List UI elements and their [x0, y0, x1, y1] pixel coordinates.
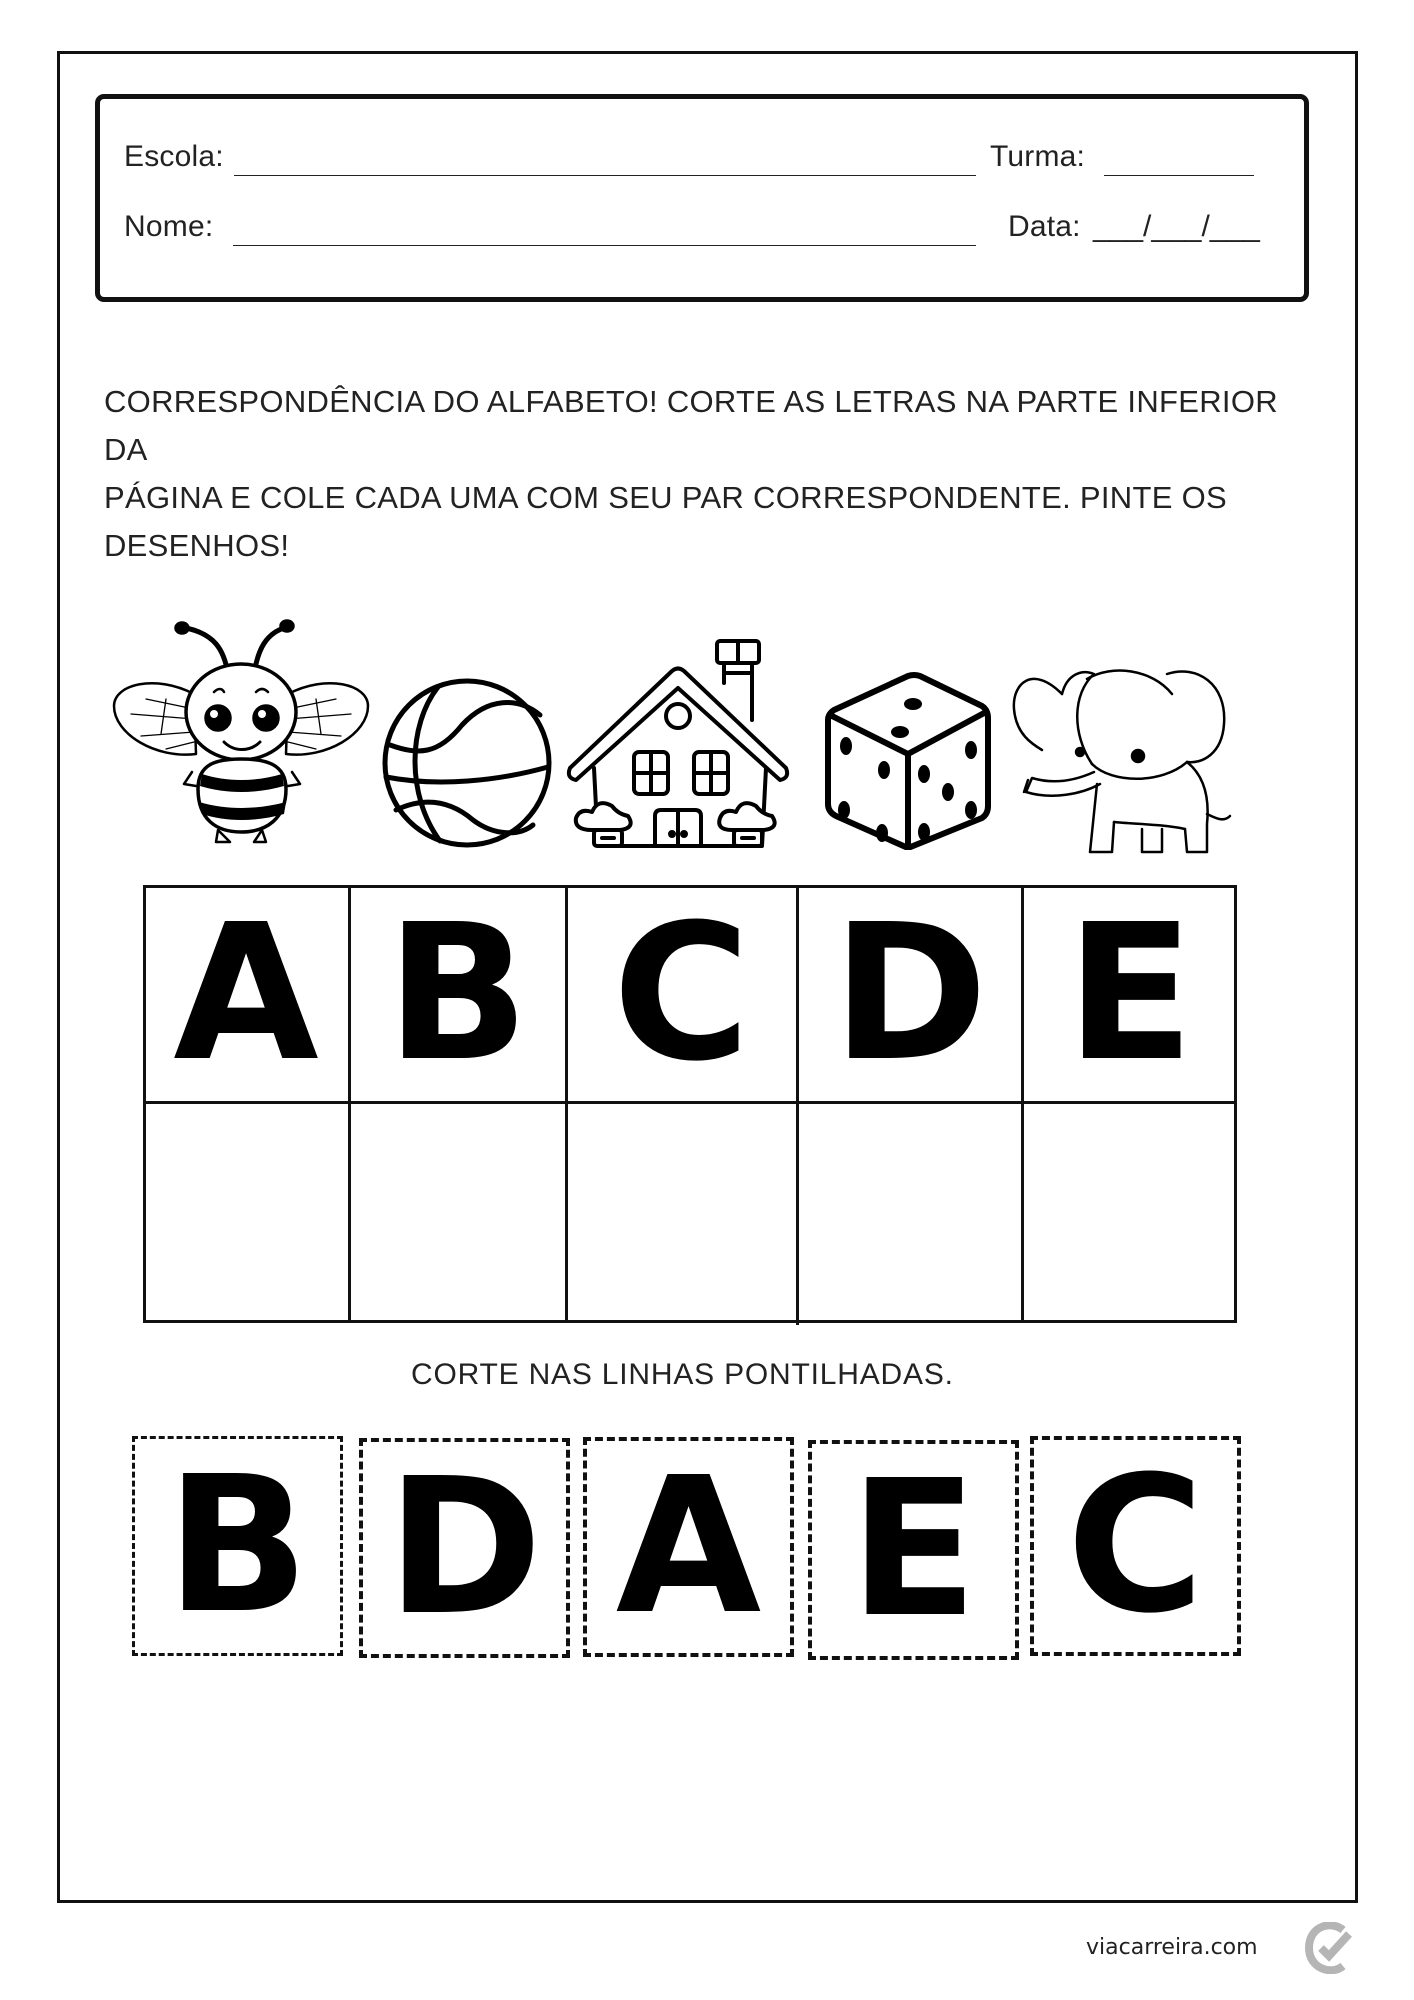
cutout-letter: A	[615, 1437, 762, 1656]
cutout-card[interactable]	[132, 1436, 343, 1656]
paste-cell-d[interactable]	[797, 1103, 1023, 1323]
grid-letter-cell-d	[797, 885, 1023, 1103]
paste-cell-c[interactable]	[566, 1103, 797, 1323]
school-field[interactable]	[234, 175, 976, 176]
cutout-card[interactable]	[808, 1440, 1019, 1660]
house-icon	[562, 638, 794, 850]
school-label: Escola:	[124, 140, 224, 173]
paste-cell-e[interactable]	[1023, 1103, 1237, 1323]
elephant-icon	[1002, 654, 1238, 862]
grid-letter-cell-e	[1023, 885, 1237, 1103]
class-field[interactable]	[1104, 175, 1254, 176]
viacarreira-check-logo-icon	[1303, 1922, 1355, 1974]
cutout-card[interactable]	[583, 1437, 794, 1657]
basketball-icon	[378, 675, 556, 851]
cutout-letter: B	[165, 1436, 310, 1655]
grid-letter-cell-a	[143, 885, 349, 1103]
grid-letter: E	[1065, 884, 1195, 1103]
class-label: Turma:	[990, 140, 1086, 173]
student-info-box	[95, 94, 1309, 302]
grid-letter: B	[385, 884, 530, 1103]
instructions-line-2: PÁGINA E COLE CADA UMA COM SEU PAR CORRESPONDENTE. PINTE OS	[104, 480, 1228, 515]
bee-icon	[106, 614, 378, 850]
grid-letter: D	[831, 884, 989, 1103]
cutout-card[interactable]	[1030, 1436, 1241, 1656]
site-name: viacarreira.com	[1086, 1935, 1258, 1960]
paste-cell-b[interactable]	[349, 1103, 566, 1323]
cut-instruction: CORTE NAS LINHAS PONTILHADAS.	[411, 1358, 954, 1391]
cutout-letter: D	[386, 1438, 543, 1657]
dice-icon	[824, 666, 992, 850]
grid-letter: A	[173, 884, 319, 1103]
name-label: Nome:	[124, 210, 214, 243]
cutout-card[interactable]	[359, 1438, 570, 1658]
instructions	[104, 378, 1314, 570]
cutout-letter: E	[849, 1440, 978, 1659]
grid-letter: C	[612, 884, 751, 1103]
date-field[interactable]: ___/___/___	[1093, 210, 1260, 243]
cutout-letter: C	[1066, 1436, 1205, 1655]
date-label: Data:	[1008, 210, 1081, 243]
grid-letter-cell-b	[349, 885, 566, 1103]
name-field[interactable]	[233, 245, 976, 246]
instructions-line-1: CORRESPONDÊNCIA DO ALFABETO! CORTE AS LETRAS NA PARTE INFERIOR DA	[104, 384, 1278, 467]
paste-cell-a[interactable]	[143, 1103, 349, 1323]
instructions-line-3: DESENHOS!	[104, 528, 290, 563]
grid-letter-cell-c	[566, 885, 797, 1103]
